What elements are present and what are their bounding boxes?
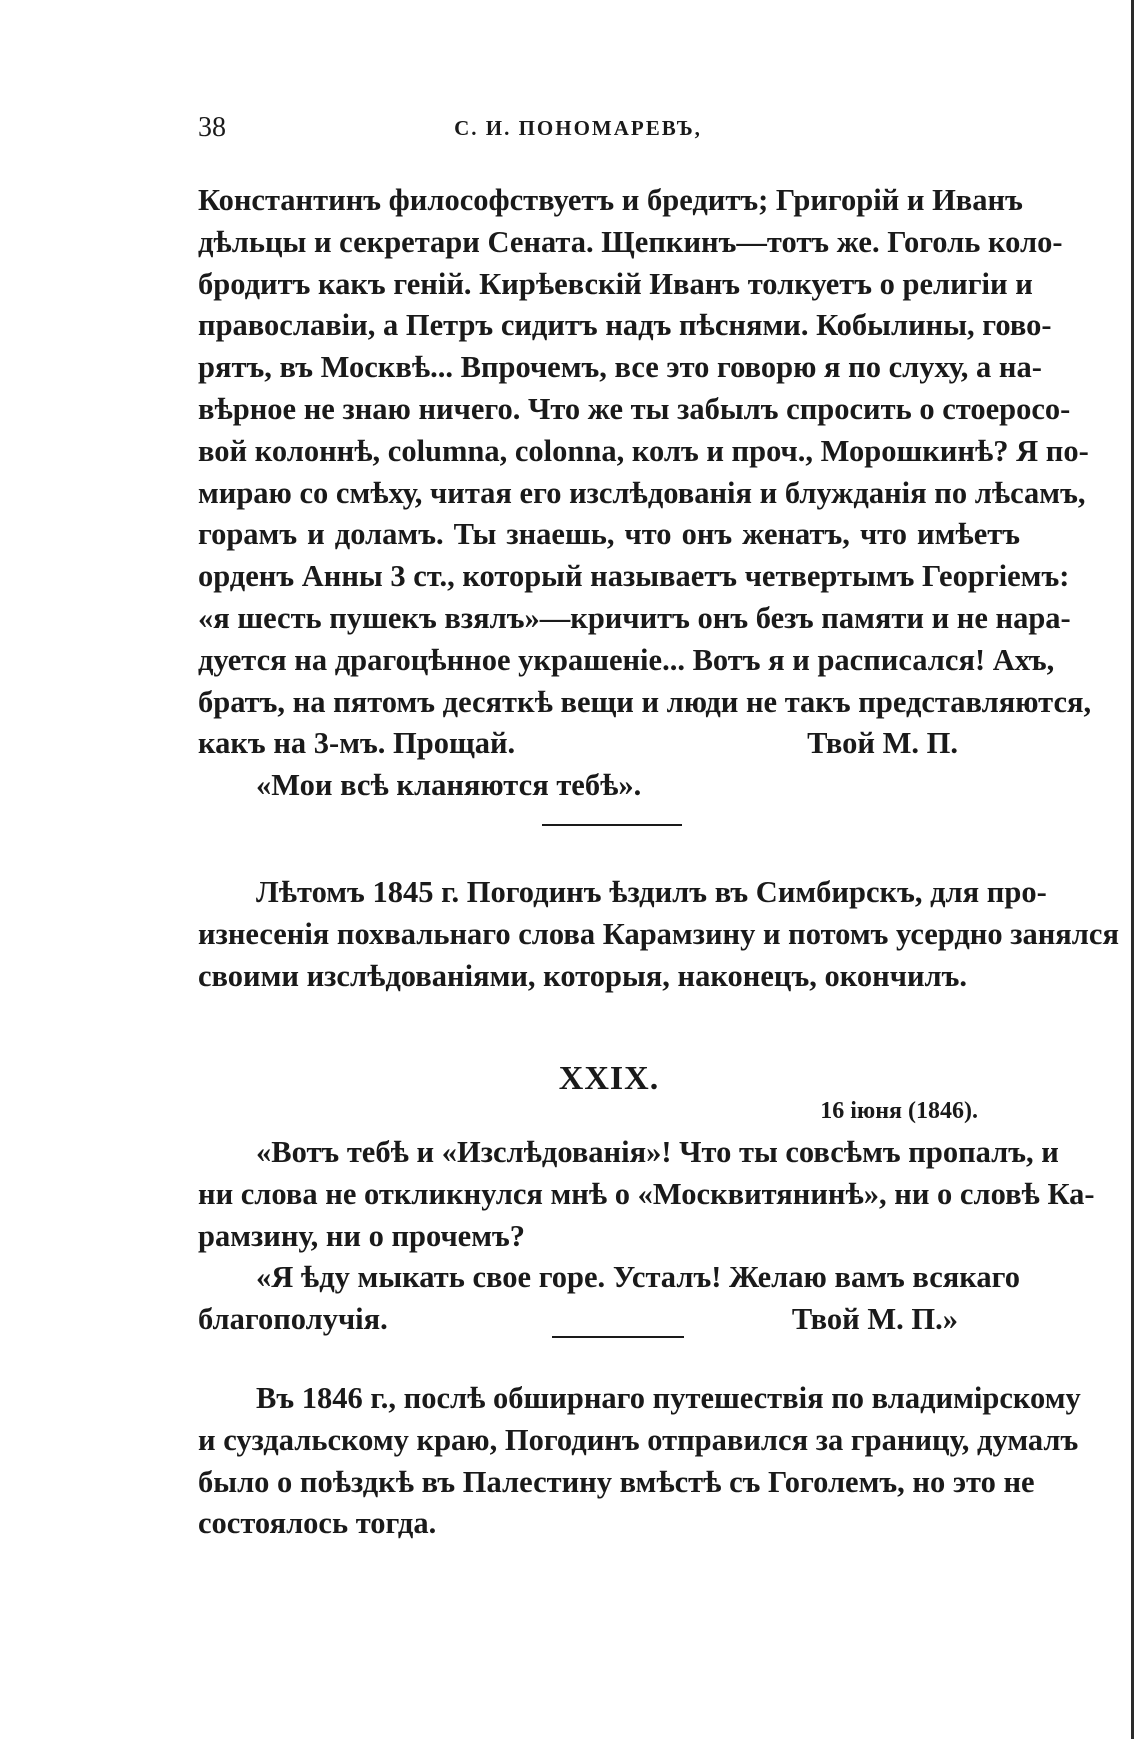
letter-date: 16 іюня (1846).	[820, 1098, 978, 1124]
letter-1	[198, 180, 1092, 807]
closing-text: какъ на 3-мъ. Прощай.	[198, 726, 516, 761]
text-line: дѣльцы и секретари Сената. Щепкинъ—тотъ же. Гоголь коло-	[198, 224, 1063, 259]
section-divider	[552, 1336, 684, 1338]
section-divider	[542, 824, 682, 826]
signature: Твой М. П.	[807, 726, 958, 761]
paragraph-2	[198, 1378, 1081, 1545]
text-line: дуется на драгоцѣнное украшеніе... Вотъ я и расписался! Ахъ,	[198, 642, 1055, 677]
section-number: XXIX.	[558, 1060, 660, 1097]
page-number: 38	[198, 112, 226, 143]
text-line: изнесенія похвальнаго слова Карамзину и потомъ усердно занялся	[198, 916, 1119, 951]
running-head: С. И. ПОНОМАРЕВЪ,	[454, 116, 702, 140]
text-line: ни слова не откликнулся мнѣ о «Москвитянинѣ», ни о словѣ Ка-	[198, 1176, 1095, 1211]
text-line: горамъ и доламъ. Ты знаешь, что онъ женатъ, что имѣетъ	[198, 517, 1020, 552]
page-edge-rule	[1131, 0, 1134, 1739]
text-line: «Я ѣду мыкать свое горе. Усталъ! Желаю вамъ всякаго	[256, 1260, 1020, 1295]
text-line: орденъ Анны 3 ст., который называетъ четвертымъ Георгіемъ:	[198, 559, 1070, 594]
text-line: вѣрное не знаю ничего. Что же ты забылъ спросить о стоеросо-	[198, 391, 1071, 426]
text-line: мираю со смѣху, читая его изслѣдованія и блужданія по лѣсамъ,	[198, 475, 1086, 510]
text-line: Лѣтомъ 1845 г. Погодинъ ѣздилъ въ Симбирскъ, для про-	[256, 875, 1047, 909]
signature: Твой М. П.»	[791, 1302, 958, 1337]
page-header	[198, 112, 958, 152]
text-line: рятъ, въ Москвѣ... Впрочемъ, все это говорю я по слуху, а на-	[198, 350, 1042, 385]
text-line: и суздальскому краю, Погодинъ отправился за границу, думалъ	[198, 1422, 1079, 1457]
text-line: «я шесть пушекъ взялъ»—кричитъ онъ безъ памяти и не нара-	[198, 600, 1071, 635]
text-line: рамзину, ни о прочемъ?	[198, 1218, 526, 1253]
paragraph-1	[198, 872, 1119, 997]
text-line: православіи, а Петръ сидитъ надъ пѣснями. Кобылины, гово-	[198, 308, 1052, 343]
text-line: Въ 1846 г., послѣ обширнаго путешествія по владимірскому	[256, 1381, 1081, 1415]
closing-text: благополучія.	[198, 1302, 388, 1337]
postscript: «Мои всѣ кланяются тебѣ».	[256, 768, 642, 803]
text-line: своими изслѣдованіями, которыя, наконецъ, окончилъ.	[198, 958, 968, 993]
letter-1-closing	[198, 723, 1020, 765]
text-line: вой колоннѣ, columna, colonna, колъ и проч., Морошкинѣ? Я по-	[198, 433, 1089, 468]
text-line: Константинъ философствуетъ и бредитъ; Григорій и Иванъ	[198, 183, 1023, 217]
letter-2	[198, 1132, 1095, 1341]
text-line: состоялось тогда.	[198, 1506, 437, 1541]
text-line: было о поѣздкѣ въ Палестину вмѣстѣ съ Гоголемъ, но это не	[198, 1464, 1035, 1499]
text-line: бродитъ какъ геній. Кирѣевскій Иванъ толкуетъ о религіи и	[198, 266, 1033, 301]
text-line: «Вотъ тебѣ и «Изслѣдованія»! Что ты совсѣмъ пропалъ, и	[256, 1135, 1059, 1169]
text-line: братъ, на пятомъ десяткѣ вещи и люди не такъ представляются,	[198, 684, 1092, 719]
letter-2-closing	[198, 1299, 1020, 1341]
